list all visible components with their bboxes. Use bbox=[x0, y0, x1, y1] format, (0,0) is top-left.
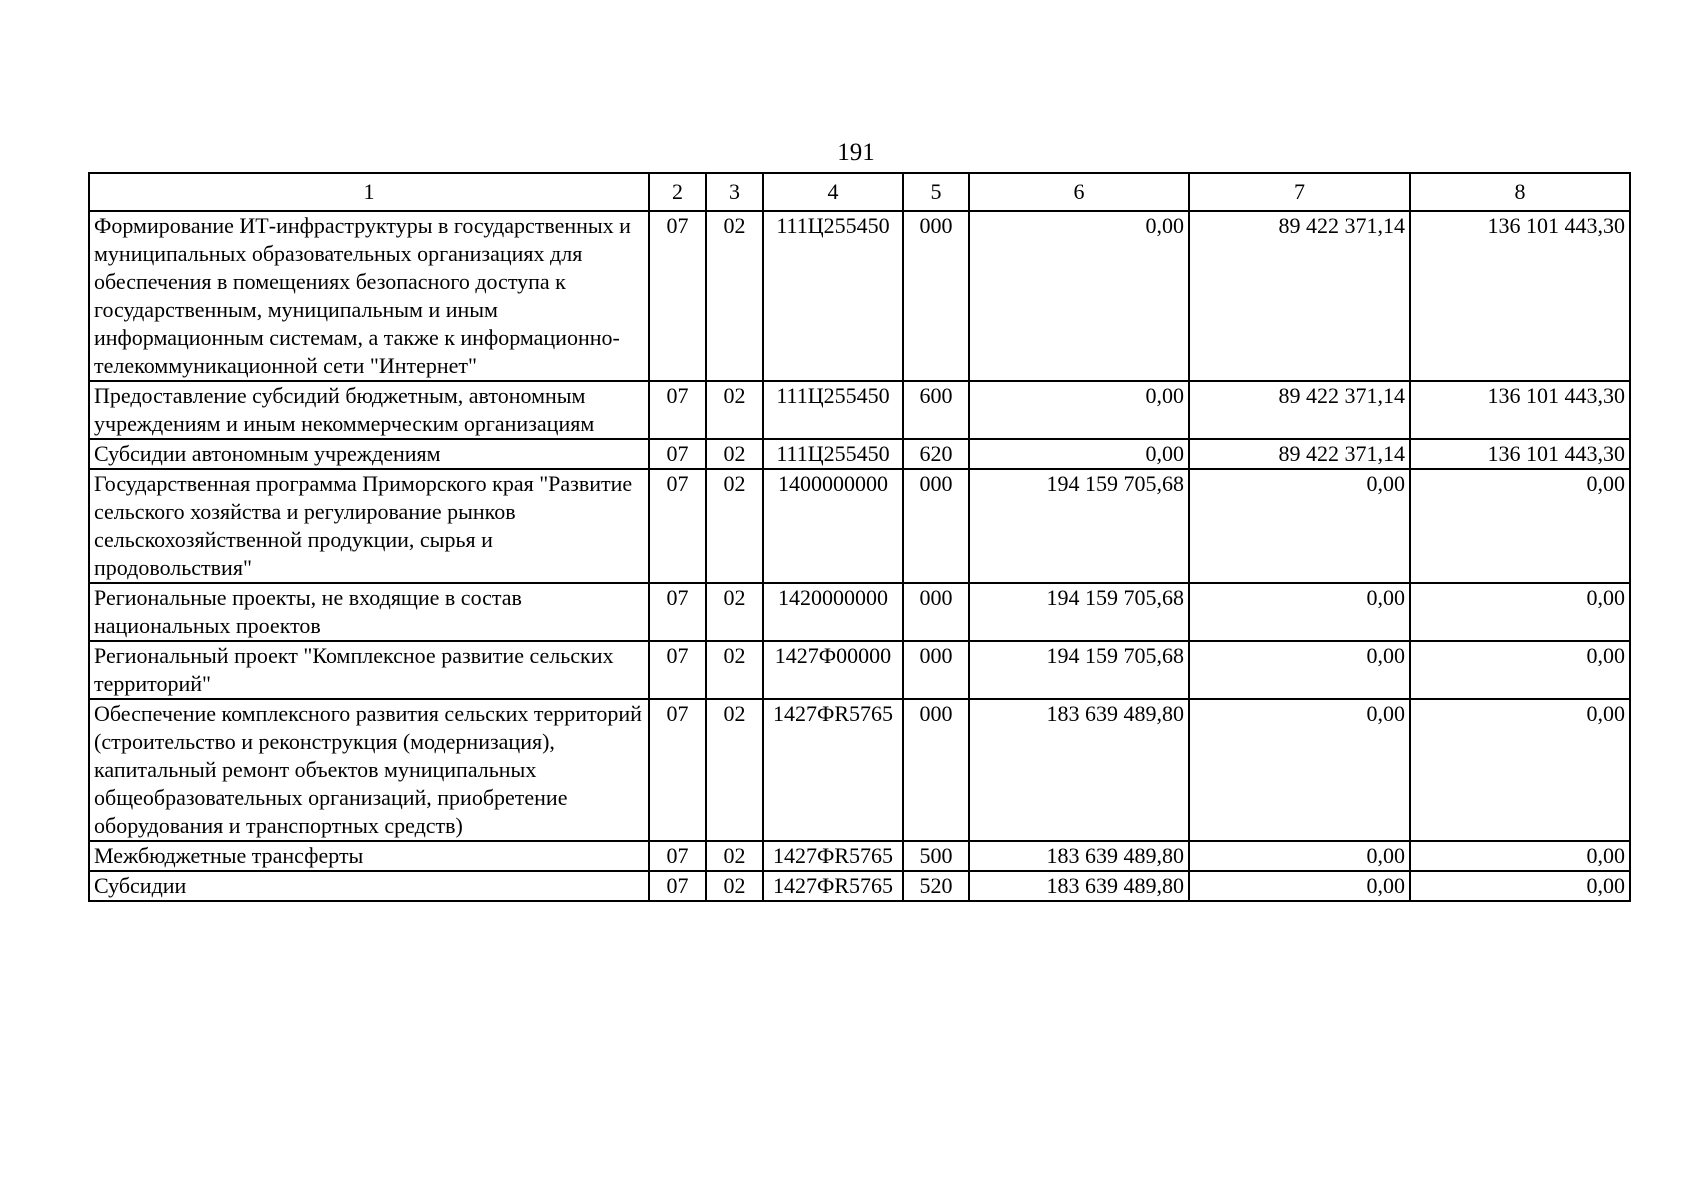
amount-col-8: 0,00 bbox=[1410, 469, 1630, 583]
expense-type-code: 000 bbox=[903, 583, 969, 641]
table-row bbox=[89, 439, 1630, 469]
podrazdel-code: 02 bbox=[706, 469, 763, 583]
target-article-code: 1427ФR5765 bbox=[763, 841, 903, 871]
item-name: Субсидии автономным учреждениям bbox=[89, 439, 649, 469]
table-row bbox=[89, 583, 1630, 641]
amount-col-8: 136 101 443,30 bbox=[1410, 439, 1630, 469]
podrazdel-code: 02 bbox=[706, 211, 763, 381]
razdel-code: 07 bbox=[649, 439, 706, 469]
header-cell: 1 bbox=[89, 173, 649, 211]
target-article-code: 1400000000 bbox=[763, 469, 903, 583]
podrazdel-code: 02 bbox=[706, 871, 763, 901]
amount-col-7: 0,00 bbox=[1189, 841, 1410, 871]
podrazdel-code: 02 bbox=[706, 841, 763, 871]
podrazdel-code: 02 bbox=[706, 641, 763, 699]
item-name: Межбюджетные трансферты bbox=[89, 841, 649, 871]
expense-type-code: 000 bbox=[903, 469, 969, 583]
amount-col-8: 0,00 bbox=[1410, 841, 1630, 871]
item-name: Государственная программа Приморского края "Развитие сельского хозяйства и регулирование рынков сельскохозяйственной продукции, сырья и продовольствия" bbox=[89, 469, 649, 583]
amount-col-8: 0,00 bbox=[1410, 871, 1630, 901]
expense-type-code: 000 bbox=[903, 699, 969, 841]
expense-type-code: 520 bbox=[903, 871, 969, 901]
table-row bbox=[89, 841, 1630, 871]
razdel-code: 07 bbox=[649, 381, 706, 439]
amount-col-7: 89 422 371,14 bbox=[1189, 439, 1410, 469]
target-article-code: 111Ц255450 bbox=[763, 211, 903, 381]
razdel-code: 07 bbox=[649, 583, 706, 641]
amount-col-6: 183 639 489,80 bbox=[969, 871, 1189, 901]
target-article-code: 1427ФR5765 bbox=[763, 699, 903, 841]
header-cell: 7 bbox=[1189, 173, 1410, 211]
item-name: Региональный проект "Комплексное развитие сельских территорий" bbox=[89, 641, 649, 699]
razdel-code: 07 bbox=[649, 871, 706, 901]
amount-col-6: 0,00 bbox=[969, 439, 1189, 469]
razdel-code: 07 bbox=[649, 699, 706, 841]
target-article-code: 1427Ф00000 bbox=[763, 641, 903, 699]
amount-col-6: 0,00 bbox=[969, 381, 1189, 439]
razdel-code: 07 bbox=[649, 469, 706, 583]
amount-col-8: 136 101 443,30 bbox=[1410, 381, 1630, 439]
amount-col-6: 194 159 705,68 bbox=[969, 583, 1189, 641]
header-cell: 5 bbox=[903, 173, 969, 211]
amount-col-6: 0,00 bbox=[969, 211, 1189, 381]
table-row bbox=[89, 381, 1630, 439]
budget-table bbox=[88, 172, 1631, 902]
item-name: Субсидии bbox=[89, 871, 649, 901]
header-cell: 8 bbox=[1410, 173, 1630, 211]
expense-type-code: 500 bbox=[903, 841, 969, 871]
amount-col-8: 0,00 bbox=[1410, 583, 1630, 641]
amount-col-7: 0,00 bbox=[1189, 871, 1410, 901]
header-cell: 3 bbox=[706, 173, 763, 211]
podrazdel-code: 02 bbox=[706, 381, 763, 439]
expense-type-code: 000 bbox=[903, 641, 969, 699]
header-cell: 6 bbox=[969, 173, 1189, 211]
amount-col-7: 89 422 371,14 bbox=[1189, 381, 1410, 439]
amount-col-7: 0,00 bbox=[1189, 469, 1410, 583]
item-name: Предоставление субсидий бюджетным, автономным учреждениям и иным некоммерческим организациям bbox=[89, 381, 649, 439]
podrazdel-code: 02 bbox=[706, 439, 763, 469]
target-article-code: 111Ц255450 bbox=[763, 381, 903, 439]
header-cell: 4 bbox=[763, 173, 903, 211]
amount-col-8: 0,00 bbox=[1410, 641, 1630, 699]
target-article-code: 111Ц255450 bbox=[763, 439, 903, 469]
amount-col-7: 89 422 371,14 bbox=[1189, 211, 1410, 381]
amount-col-8: 0,00 bbox=[1410, 699, 1630, 841]
item-name: Формирование ИТ-инфраструктуры в государственных и муниципальных образовательных организациях для обеспечения в помещениях безопасного доступа к государственным, муниципальным и иным информационным системам, а также к информационно-телекоммуникационной сети "Интернет" bbox=[89, 211, 649, 381]
amount-col-7: 0,00 bbox=[1189, 583, 1410, 641]
item-name: Обеспечение комплексного развития сельских территорий (строительство и реконструкция (модернизация), капитальный ремонт объектов муниципальных общеобразовательных организаций, приобретение оборудования и транспортных средств) bbox=[89, 699, 649, 841]
table-row bbox=[89, 469, 1630, 583]
amount-col-7: 0,00 bbox=[1189, 699, 1410, 841]
podrazdel-code: 02 bbox=[706, 583, 763, 641]
razdel-code: 07 bbox=[649, 211, 706, 381]
target-article-code: 1427ФR5765 bbox=[763, 871, 903, 901]
header-row bbox=[89, 173, 1630, 211]
amount-col-7: 0,00 bbox=[1189, 641, 1410, 699]
header-cell: 2 bbox=[649, 173, 706, 211]
amount-col-6: 183 639 489,80 bbox=[969, 841, 1189, 871]
expense-type-code: 000 bbox=[903, 211, 969, 381]
amount-col-6: 194 159 705,68 bbox=[969, 641, 1189, 699]
amount-col-8: 136 101 443,30 bbox=[1410, 211, 1630, 381]
amount-col-6: 194 159 705,68 bbox=[969, 469, 1189, 583]
podrazdel-code: 02 bbox=[706, 699, 763, 841]
amount-col-6: 183 639 489,80 bbox=[969, 699, 1189, 841]
table-row bbox=[89, 699, 1630, 841]
expense-type-code: 600 bbox=[903, 381, 969, 439]
expense-type-code: 620 bbox=[903, 439, 969, 469]
target-article-code: 1420000000 bbox=[763, 583, 903, 641]
page-number: 191 bbox=[837, 139, 875, 166]
item-name: Региональные проекты, не входящие в состав национальных проектов bbox=[89, 583, 649, 641]
table-row bbox=[89, 871, 1630, 901]
table-row bbox=[89, 211, 1630, 381]
razdel-code: 07 bbox=[649, 841, 706, 871]
table-row bbox=[89, 641, 1630, 699]
razdel-code: 07 bbox=[649, 641, 706, 699]
